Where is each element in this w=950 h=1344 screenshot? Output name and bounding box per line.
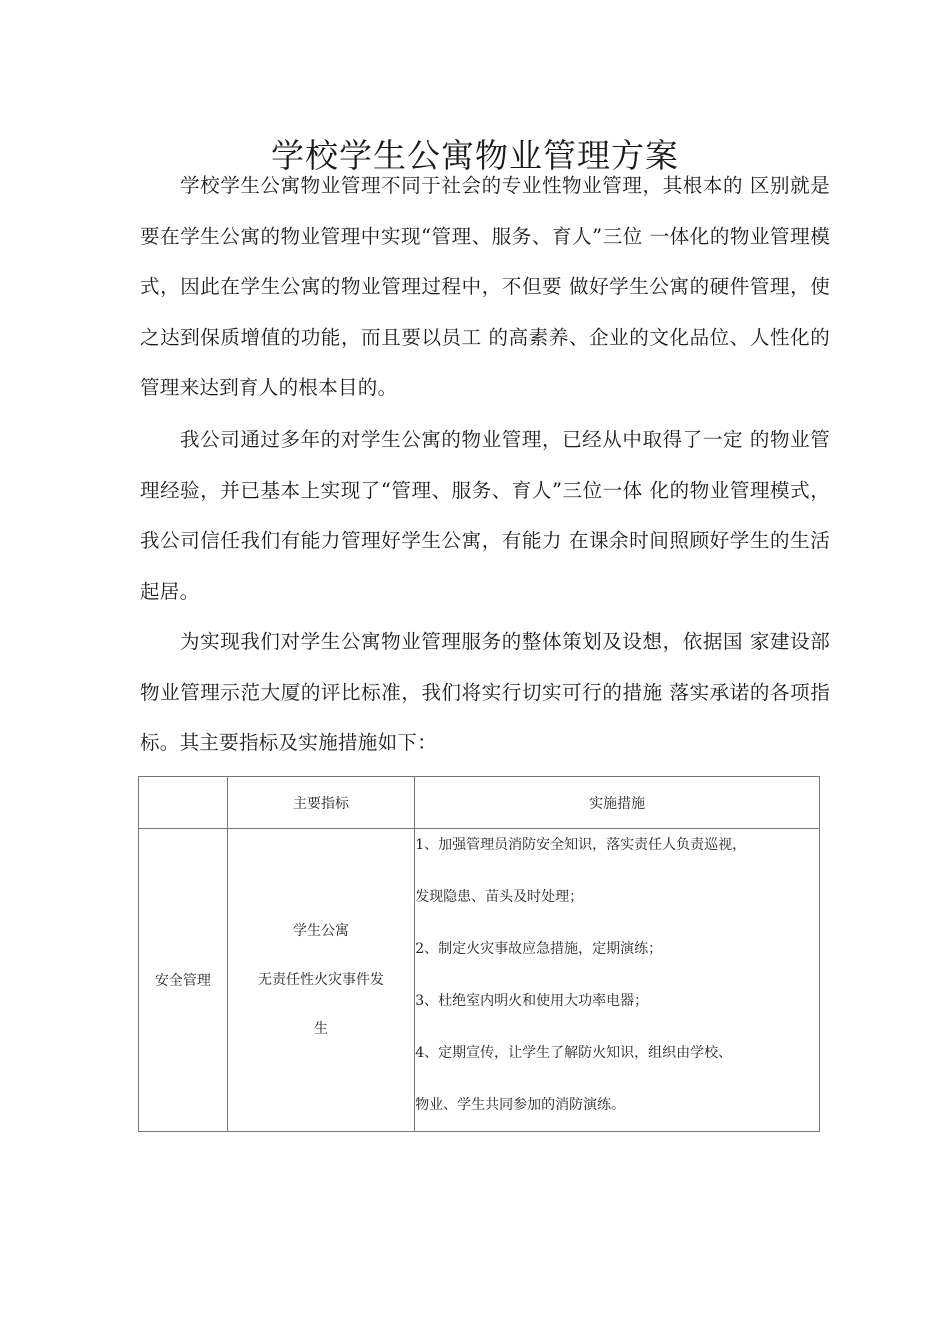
indicator-line: 生 bbox=[313, 1020, 328, 1037]
indicator-line: 无责任性火灾事件发 bbox=[257, 971, 384, 988]
paragraph-plan: 为实现我们对学生公寓物业管理服务的整体策划及设想，依据国 家建设部物业管理示范大厦的评比标准，我们将实行切实可行的措施 落实承诺的各项指标。其主要指标及实施措施如下： bbox=[140, 630, 830, 754]
category-cell: 安全管理 bbox=[139, 829, 228, 1132]
paragraph-intro: 学校学生公寓物业管理不同于社会的专业性物业管理，其根本的 区别就是要在学生公寓的物业管理中实现“管理、服务、育人”三位 一体化的物业管理模式，因此在学生公寓的物业管理过程中，不但要 做好学生公寓的硬件管理，使之达到保质增值的功能，而且要以员工 的高素养、企业的文化品位、人性化的管理来达到育人的根本目的。 bbox=[140, 174, 830, 399]
measure-line: 发现隐患、苗头及时处理； bbox=[415, 889, 584, 905]
header-cell-indicator: 主要指标 bbox=[227, 777, 414, 829]
document-title: 学校学生公寓物业管理方案 bbox=[271, 136, 679, 176]
header-cell-measures: 实施措施 bbox=[415, 777, 820, 829]
table-row bbox=[139, 829, 820, 1132]
header-cell-category bbox=[139, 777, 228, 829]
indicator-table bbox=[138, 776, 820, 1132]
measure-line: 4、定期宣传，让学生了解防火知识，组织由学校、 bbox=[415, 1045, 733, 1061]
measures-cell bbox=[415, 829, 820, 1132]
measure-line: 2、制定火灾事故应急措施，定期演练； bbox=[415, 941, 663, 957]
measure-line: 3、杜绝室内明火和使用大功率电器； bbox=[415, 993, 649, 1009]
indicator-cell bbox=[227, 829, 414, 1132]
measure-line: 1、加强管理员消防安全知识，落实责任人负责巡视， bbox=[415, 837, 747, 853]
paragraph-experience: 我公司通过多年的对学生公寓的物业管理，已经从中取得了一定 的物业管理经验，并已基本上实现了“管理、服务、育人”三位一体 化的物业管理模式，我公司信任我们有能力管理好学生公寓，有能力 在课余时间照顾好学生的生活起居。 bbox=[140, 428, 830, 603]
measure-line: 物业、学生共同参加的消防演练。 bbox=[415, 1097, 626, 1113]
indicator-line: 学生公寓 bbox=[292, 922, 349, 939]
